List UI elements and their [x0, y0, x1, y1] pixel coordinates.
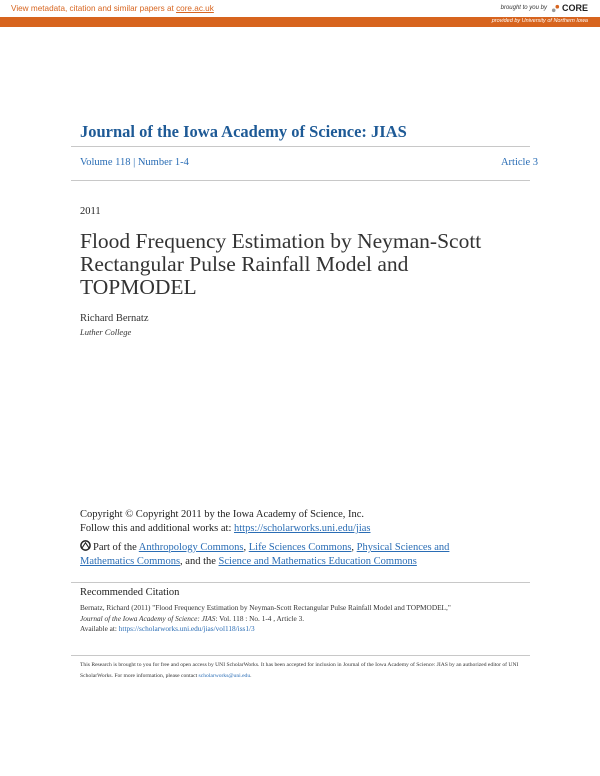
commons-comma-2: , — [351, 542, 357, 553]
part-of-label: Part of the — [93, 542, 139, 553]
author-affiliation: Luther College — [80, 327, 132, 337]
citation-line: Bernatz, Richard (2011) "Flood Frequency Estimation by Neyman-Scott Rectangular Pulse Rainfall Model and TOPMODEL," — [80, 603, 451, 612]
author-name[interactable]: Richard Bernatz — [80, 313, 149, 324]
core-link[interactable]: core.ac.uk — [176, 4, 214, 13]
recommended-citation-heading: Recommended Citation — [80, 587, 180, 598]
header-divider-top — [71, 146, 530, 147]
citation-volume: : Vol. 118 : No. 1-4 , Article 3. — [215, 613, 305, 623]
core-logo[interactable] — [551, 3, 588, 13]
core-banner — [0, 0, 600, 27]
follow-label: Follow this and additional works at: — [80, 523, 234, 534]
footer-notice — [80, 660, 520, 681]
provided-by-text: provided by University of Northern Iowa — [491, 18, 588, 24]
follow-line — [80, 523, 371, 534]
brought-to-you-text: brought to you by — [500, 5, 547, 11]
citation-available-label: Available at: — [80, 624, 119, 633]
citation-divider — [71, 582, 530, 583]
contact-email-link[interactable]: scholarworks@uni.edu — [198, 672, 251, 679]
publication-year: 2011 — [80, 206, 101, 217]
commons-and-the: , and the — [180, 556, 219, 567]
physical-sciences-mathematics-commons-link[interactable]: Physical Sciences and Mathematics Commons — [80, 542, 450, 567]
core-metadata-text — [11, 4, 214, 13]
core-logo-text: CORE — [561, 3, 588, 13]
footer-end: . — [250, 672, 252, 679]
volume-link[interactable]: Volume 118 — [80, 157, 131, 168]
science-math-education-commons-link[interactable]: Science and Mathematics Education Commons — [218, 556, 417, 567]
follow-link[interactable]: https://scholarworks.uni.edu/jias — [234, 523, 371, 534]
life-sciences-commons-link[interactable]: Life Sciences Commons — [248, 542, 352, 553]
footer-text: This Research is brought to you for free and open access by UNI ScholarWorks. It has been accepted for inclusion in Journal of the Iowa Academy of Science: JIAS by an authorized editor of UNI ScholarWorks. For more information, please contact — [80, 662, 519, 679]
core-metadata-label: View metadata, citation and similar papers at — [11, 4, 177, 13]
copyright-statement: Copyright © Copyright 2011 by the Iowa Academy of Science, Inc. — [80, 509, 365, 520]
commons-comma-1: , — [243, 542, 249, 553]
journal-title[interactable]: Journal of the Iowa Academy of Science: JIAS — [80, 122, 407, 141]
header-divider-bottom — [71, 180, 530, 181]
citation-url-link[interactable]: https://scholarworks.uni.edu/jias/vol118/iss1/3 — [118, 624, 255, 633]
core-brought-by — [501, 3, 588, 13]
anthropology-commons-link[interactable]: Anthropology Commons — [138, 542, 244, 553]
citation-journal: Journal of the Iowa Academy of Science: JIAS — [80, 613, 216, 623]
volume-row — [80, 157, 538, 168]
part-of-commons — [80, 540, 480, 569]
number-link[interactable]: Number 1-4 — [137, 157, 189, 168]
open-access-icon — [80, 540, 91, 551]
core-logo-icon — [551, 4, 560, 13]
volume-separator: | — [130, 157, 138, 168]
article-link[interactable]: Article 3 — [500, 157, 538, 168]
paper-title[interactable]: Flood Frequency Estimation by Neyman-Scott Rectangular Pulse Rainfall Model and TOPMODEL — [80, 229, 482, 299]
footer-divider — [71, 655, 530, 656]
citation-text — [80, 603, 520, 635]
